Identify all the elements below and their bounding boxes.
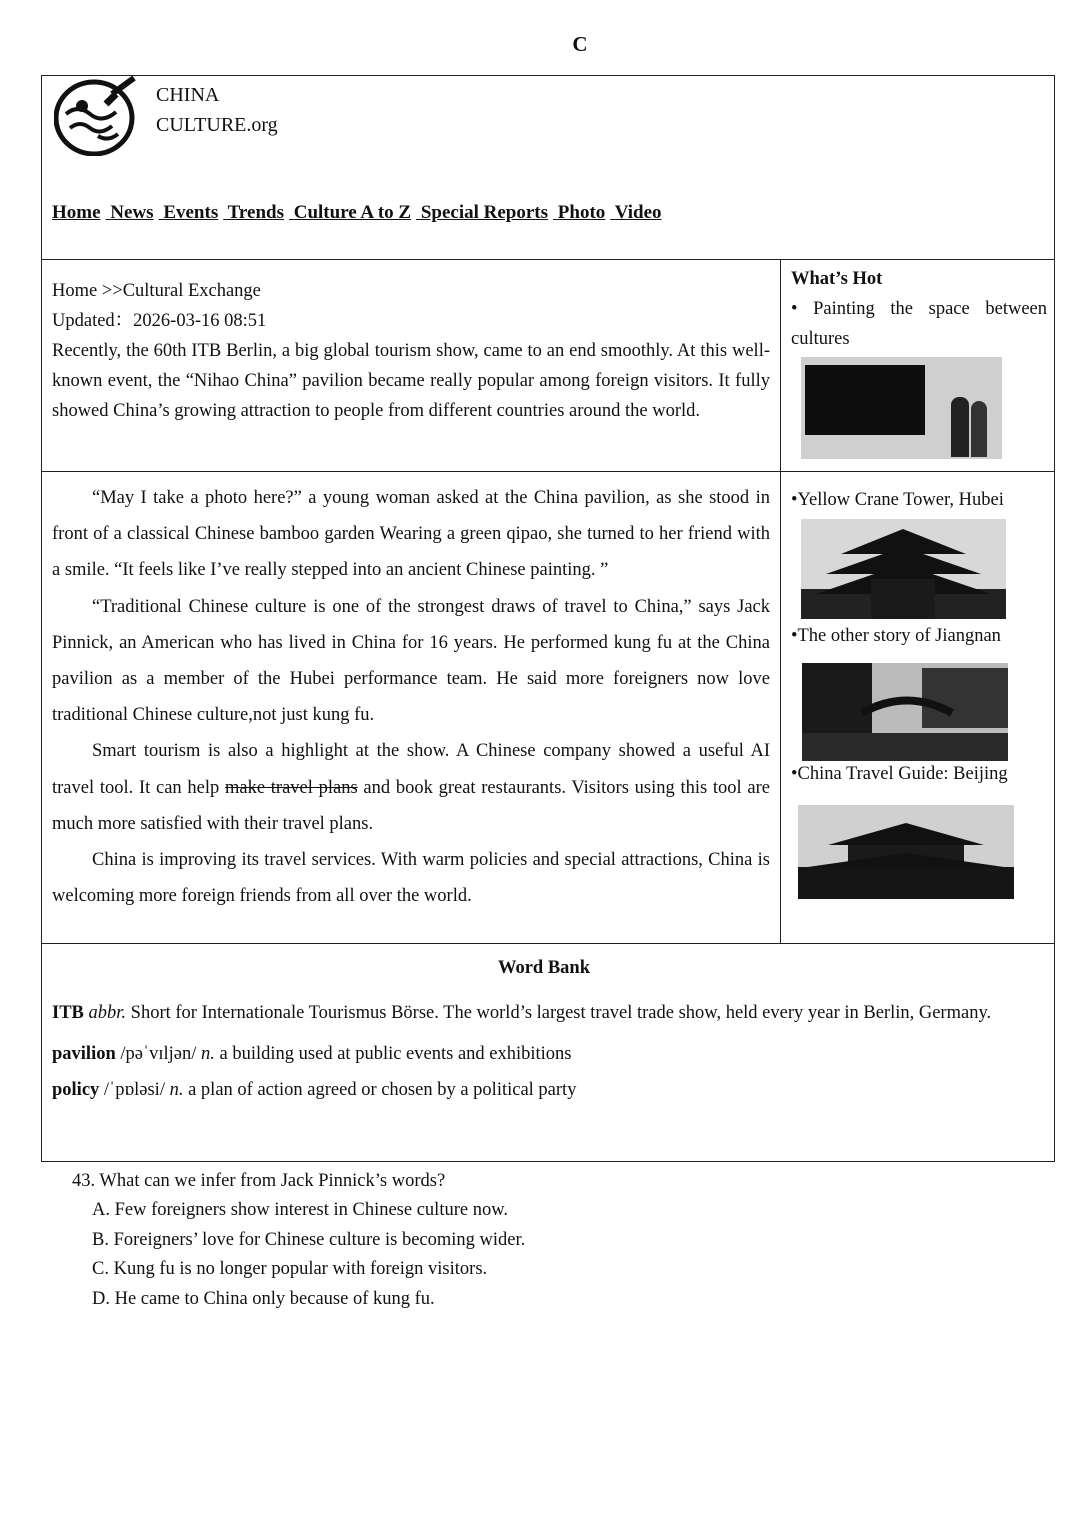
part-of-speech: n. [201,1044,215,1064]
paragraph-3-end: and book great restaurants. Visitors using this tool are much more satisfied with their travel plans. [52,777,770,834]
definition: a building used at public events and exhibitions [219,1044,572,1064]
column-divider [780,259,781,943]
nav-home[interactable]: Home [52,202,101,223]
nav-news[interactable]: News [110,202,154,223]
article-intro [52,276,770,426]
divider [42,943,1054,944]
china-culture-logo-icon [54,76,139,156]
question-43 [72,1167,525,1314]
painting-exhibit-photo[interactable] [801,357,1002,459]
question-stem: 43. What can we infer from Jack Pinnick’s words? [72,1171,446,1191]
site-name [156,80,278,140]
updated-timestamp: Updated：2026-03-16 08:51 [52,311,267,331]
breadcrumb[interactable]: Home >>Cultural Exchange [52,281,261,301]
nav-special-reports[interactable]: Special Reports [420,202,549,223]
definition: a plan of action agreed or chosen by a political party [188,1080,577,1100]
phonetic: /ˈpɒləsi/ [103,1080,165,1100]
definition: Short for Internationale Tourismus Börse. The world’s largest travel trade show, held every year in Berlin, Germany. [130,1003,992,1023]
hot-item-painting[interactable]: • Painting the space between cultures [791,299,1047,349]
option-c[interactable]: C. Kung fu is no longer popular with foreign visitors. [92,1259,488,1280]
hot-item-yellow-crane[interactable]: •Yellow Crane Tower, Hubei [791,490,1004,510]
option-b[interactable]: B. Foreigners’ love for Chinese culture is becoming wider. [92,1229,526,1250]
jiangnan-photo[interactable] [802,663,1008,761]
hot-item-jiangnan[interactable]: •The other story of Jiangnan [791,626,1001,646]
section-letter: C [572,32,588,56]
whats-hot-title: What’s Hot [791,269,883,289]
whats-hot-sidebar [791,264,1047,354]
struck-text: make travel plans [224,777,358,798]
option-a[interactable]: A. Few foreigners show interest in Chinese culture now. [92,1200,508,1221]
nav-photo[interactable]: Photo [557,202,606,223]
word-entry-itb [52,991,1036,1036]
part-of-speech: n. [169,1080,184,1100]
word-entry-pavilion [52,1036,1036,1072]
main-nav [52,202,667,224]
hot-item-beijing[interactable]: •China Travel Guide: Beijing [791,764,1008,784]
paragraph-4: China is improving its travel services. With warm policies and special attractions, China is welcoming more foreign friends from all over the world. [52,850,770,907]
nav-video[interactable]: Video [614,202,662,223]
divider [42,259,1054,260]
paragraph-1: “May I take a photo here?” a young woman asked at the China pavilion, as she stood in front of a classical Chinese bamboo garden Wearing a green qipao, she turned to her friend with a smile. “It feels like I’ve really stepped into an ancient Chinese painting. ” [52,488,770,581]
divider [42,471,1054,472]
site-name-line1: CHINA [156,84,220,106]
term: ITB [52,1003,84,1023]
nav-events[interactable]: Events [163,202,219,223]
article-frame [41,75,1055,1162]
paragraph-3 [52,733,770,842]
intro-paragraph: Recently, the 60th ITB Berlin, a big global tourism show, came to an end smoothly. At this well-known event, the “Nihao China” pavilion became really popular among foreign visitors. It fully showed China’s growing attraction to people from different countries around the world. [52,341,770,421]
word-bank-title: Word Bank [497,958,591,978]
yellow-crane-tower-photo[interactable] [801,519,1006,619]
site-name-line2: CULTURE.org [156,114,278,136]
term: pavilion [52,1044,116,1064]
term: policy [52,1080,100,1100]
nav-culture-a-to-z[interactable]: Culture A to Z [293,202,412,223]
paragraph-3-start: Smart tourism is also a highlight at the show. A Chinese company showed a useful AI travel tool. It can help [52,741,770,798]
beijing-palace-photo[interactable] [798,805,1014,899]
nav-trends[interactable]: Trends [227,202,284,223]
phonetic: /pəˈvɪljən/ [120,1044,197,1064]
word-entry-policy [52,1072,1036,1108]
paragraph-2: “Traditional Chinese culture is one of the strongest draws of travel to China,” says Jack Pinnick, an American who has lived in China for 16 years. He performed kung fu at the China pavilion as a member of the Hubei performance team. He said more foreigners now love traditional Chinese culture,not just kung fu. [52,596,770,726]
part-of-speech: abbr. [88,1003,127,1023]
option-d[interactable]: D. He came to China only because of kung fu. [92,1288,435,1309]
word-bank [52,958,1036,1108]
article-body [52,480,770,914]
